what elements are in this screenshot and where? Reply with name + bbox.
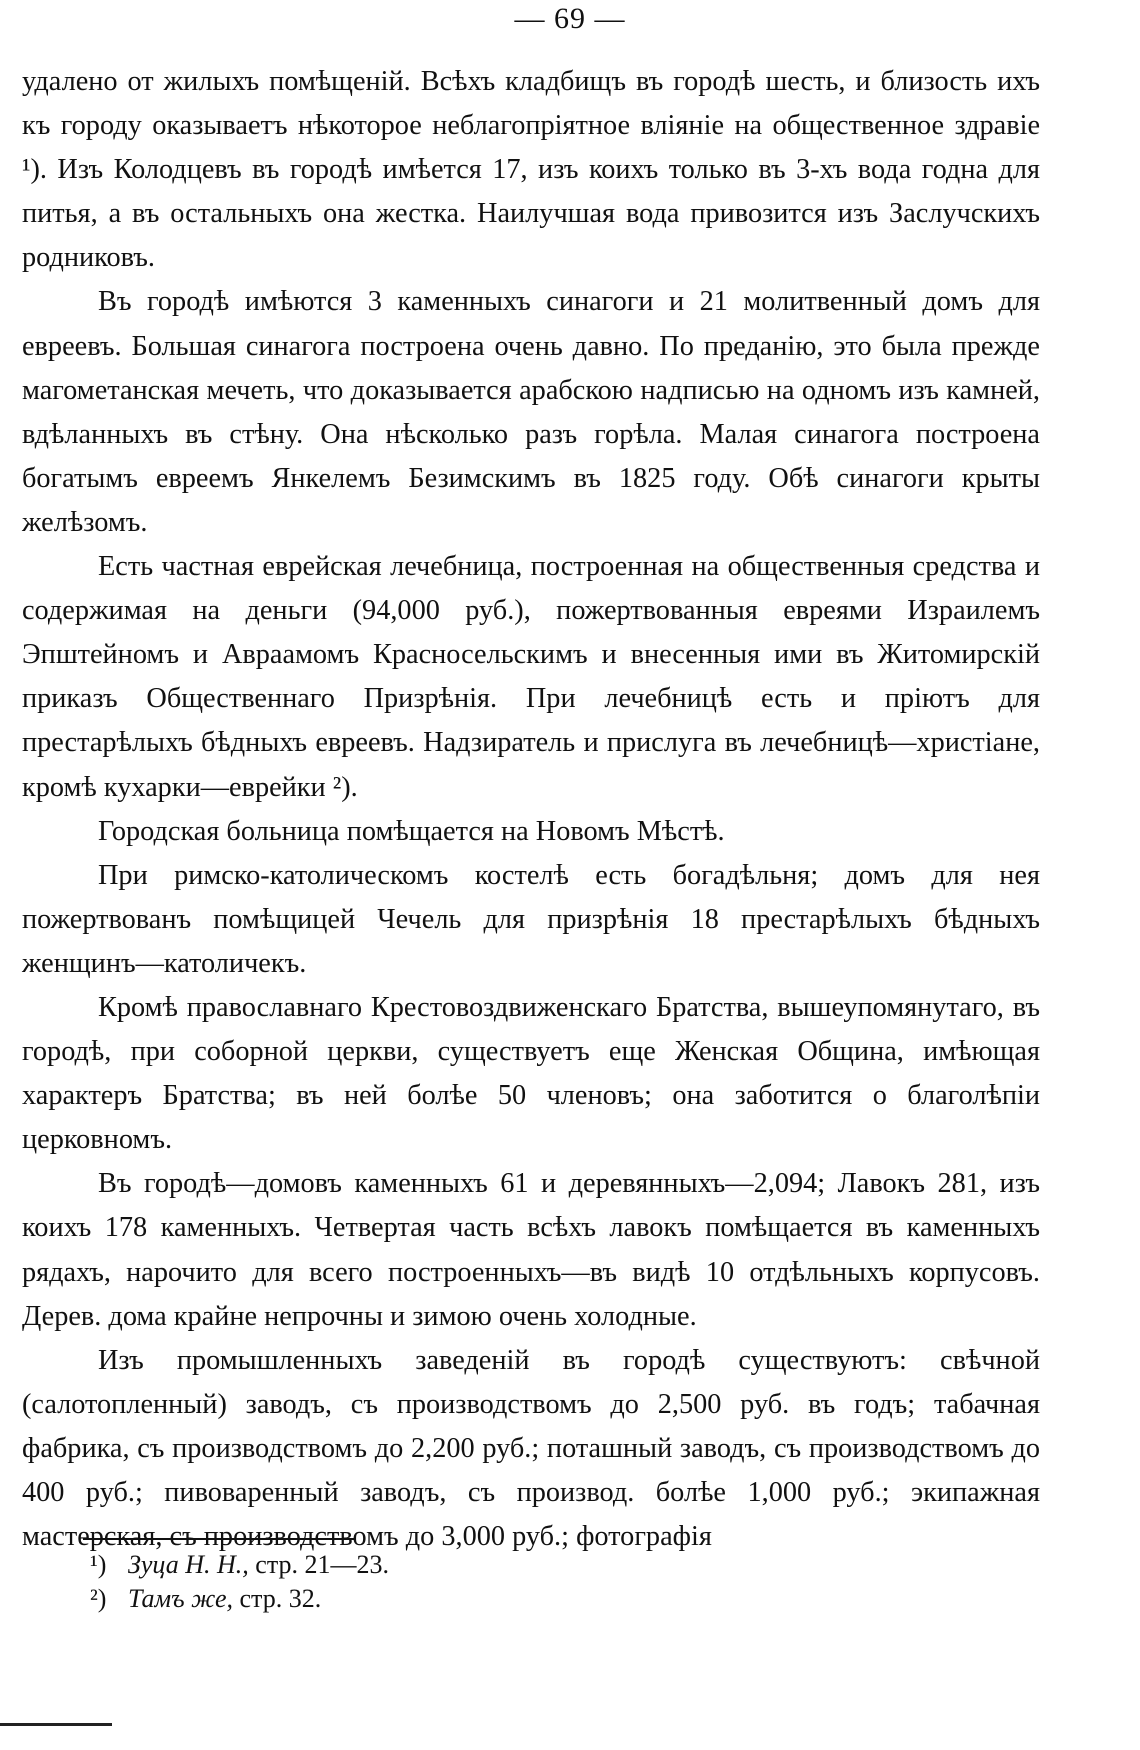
footnote-text: стр. 21—23.	[248, 1550, 390, 1579]
paragraph-industry: Изъ промышленныхъ заведеній въ городѣ существуютъ: свѣчной (салотопленный) заводъ, съ производствомъ до 2,500 руб. въ годъ; табачная фабрика, съ производствомъ до 2,200 руб.; поташный заводъ, съ производствомъ до 400 руб.; пивоваренный заводъ, съ производ. болѣе 1,000 руб.; экипажная мастерская, съ производствомъ до 3,000 руб.; фотографія	[22, 1344, 1040, 1553]
paragraph-almshouse: При римско-католическомъ костелѣ есть богадѣльня; домъ для нея пожертвованъ помѣщицей Чечель для призрѣнія 18 престарѣлыхъ бѣдныхъ женщинъ—католичекъ.	[22, 859, 1040, 979]
paragraph-city-hospital: Городская больница помѣщается на Новомъ Мѣстѣ.	[98, 815, 725, 847]
paragraph-synagogues: Въ городѣ имѣются 3 каменныхъ синагоги и 21 молитвенный домъ для евреевъ. Большая синагога построена очень давно. По преданію, это была прежде магометанская мечеть, что доказывается арабскою надписью на одномъ изъ камней, вдѣланныхъ въ стѣну. Она нѣсколько разъ горѣла. Малая синагога построена богатымъ евреемъ Янкелемъ Безимскимъ въ 1825 году. Обѣ синагоги крыты желѣзомъ.	[22, 286, 1040, 538]
body-text	[22, 60, 1040, 1559]
page-number: — 69 —	[514, 2, 626, 35]
paragraph-cemeteries-wells: удалено от жилыхъ помѣщеній. Всѣхъ кладбищъ въ городѣ шесть, и близость ихъ къ городу оказываетъ нѣкоторое неблагопріятное вліяніе на общественное здравіе ¹). Изъ Колодцевъ въ городѣ имѣется 17, изъ коихъ только въ 3-хъ вода годна для питья, а въ остальныхъ она жестка. Наилучшая вода привозится изъ Заслучскихъ родниковъ.	[22, 66, 1040, 274]
paragraph-houses-shops: Въ городѣ—домовъ каменныхъ 61 и деревянныхъ—2,094; Лавокъ 281, изъ коихъ 178 каменныхъ. Четвертая часть всѣхъ лавокъ помѣщается въ каменныхъ рядахъ, нарочито для всего построенныхъ—въ видѣ 10 отдѣльныхъ корпусовъ. Дерев. дома крайне непрочны и зимою очень холодные.	[22, 1168, 1040, 1332]
scan-edge-mark	[0, 1723, 112, 1726]
footnote-source: Зуца Н. Н.,	[128, 1550, 249, 1579]
footnote	[90, 1582, 990, 1616]
footnote-mark: ²)	[90, 1584, 107, 1613]
footnote-divider	[83, 1538, 355, 1540]
paragraph-hospital-jewish: Есть частная еврейская лечебница, построенная на общественныя средства и содержимая на деньги (94,000 руб.), пожертвованныя евреями Израилемъ Эпштейномъ и Авраамомъ Красносельскимъ и внесенныя ими въ Житомирскій приказъ Общественнаго Призрѣнія. При лечебницѣ есть и пріютъ для престарѣлыхъ бѣдныхъ евреевъ. Надзиратель и прислуга въ лечебницѣ—христіане, кромѣ кухарки—еврейки ²).	[22, 551, 1040, 803]
footnote	[90, 1548, 990, 1582]
footnote-mark: ¹)	[90, 1550, 107, 1579]
footnote-text: стр. 32.	[233, 1584, 322, 1613]
footnote-source: Тамъ же,	[128, 1584, 233, 1613]
paragraph-brotherhood: Кромѣ православнаго Крестовоздвиженскаго Братства, вышеупомянутаго, въ городѣ, при соборной церкви, существуетъ еще Женская Община, имѣющая характеръ Братства; въ ней болѣе 50 членовъ; она заботится о благолѣпіи церковномъ.	[22, 991, 1040, 1156]
footnotes	[90, 1548, 990, 1616]
